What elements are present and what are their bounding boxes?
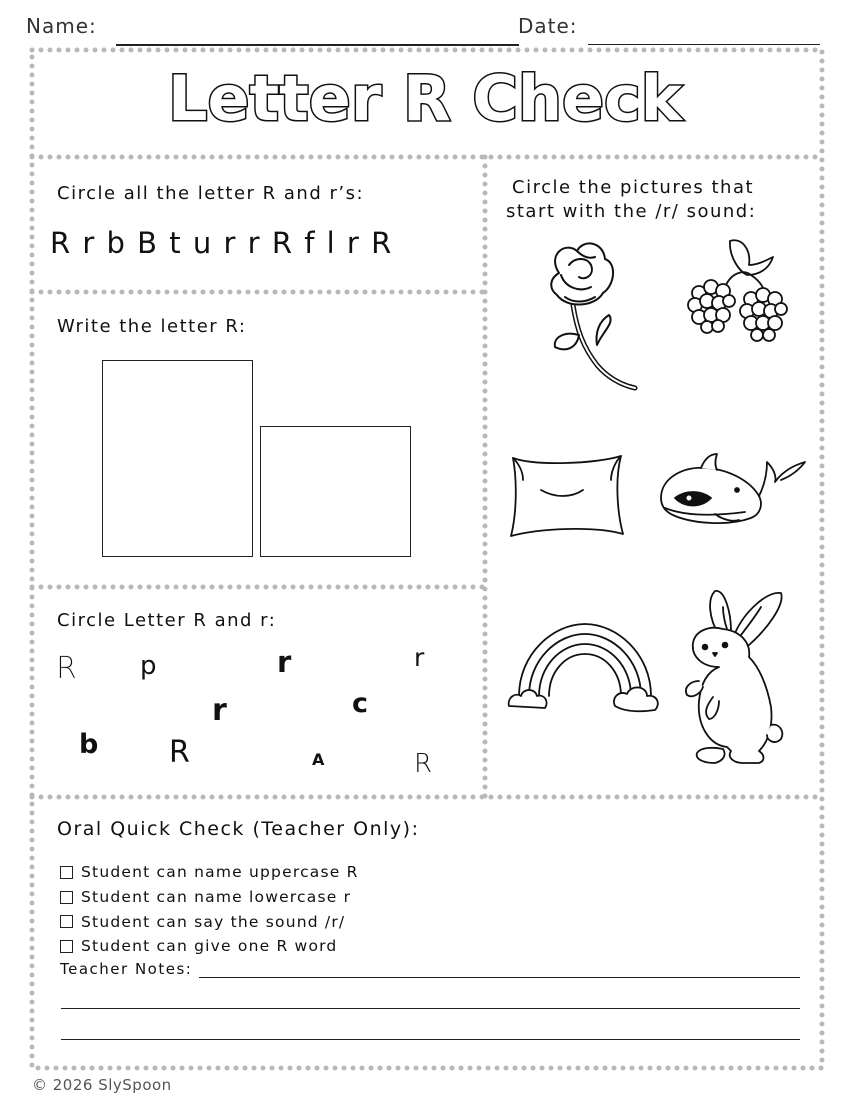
pictures-instruction-line-2: start with the /r/ sound: <box>506 201 757 222</box>
pictures-instruction-line-1: Circle the pictures that <box>512 177 755 198</box>
oral-check-title: Oral Quick Check (Teacher Only): <box>57 818 420 840</box>
checklist-item[interactable] <box>58 860 758 885</box>
checklist-item[interactable] <box>58 909 758 934</box>
scatter-letter[interactable]: R <box>56 651 77 686</box>
checklist-item-label: Student can give one R word <box>81 937 338 956</box>
teacher-notes-label: Teacher Notes: <box>60 960 193 978</box>
write-letter-instruction: Write the letter R: <box>57 316 247 337</box>
letter-item[interactable]: u <box>192 226 212 260</box>
letter-item[interactable]: l <box>326 226 335 260</box>
teacher-notes-line[interactable] <box>61 1008 800 1009</box>
checklist-item[interactable] <box>58 934 758 959</box>
rabbit-icon[interactable] <box>675 585 790 770</box>
scatter-instruction: Circle Letter R and r: <box>57 610 277 631</box>
checklist-item-label: Student can say the sound /r/ <box>81 912 346 931</box>
checkbox[interactable] <box>60 940 73 953</box>
oral-checklist <box>58 860 758 959</box>
letter-item[interactable]: r <box>223 226 236 260</box>
scatter-letter[interactable]: c <box>352 688 369 719</box>
scatter-letter[interactable]: b <box>79 729 99 760</box>
teacher-notes-line[interactable] <box>199 977 800 978</box>
letter-item[interactable]: R <box>371 226 392 260</box>
name-label: Name: <box>26 14 97 38</box>
scatter-letter[interactable]: R <box>414 749 433 779</box>
pillow-icon[interactable] <box>505 450 630 542</box>
letter-item[interactable]: t <box>169 226 181 260</box>
letter-item[interactable]: R <box>271 226 292 260</box>
letters-row <box>50 226 391 260</box>
letter-item[interactable]: f <box>304 226 315 260</box>
page-title: Letter R Check <box>167 62 683 135</box>
checklist-item-label: Student can name uppercase R <box>81 863 359 882</box>
scatter-letter[interactable]: p <box>140 651 157 681</box>
raspberry-icon[interactable] <box>685 235 790 353</box>
whale-icon[interactable] <box>655 432 807 527</box>
letter-item[interactable]: r <box>247 226 260 260</box>
date-label: Date: <box>518 14 578 38</box>
uppercase-writing-box[interactable] <box>102 360 253 557</box>
rose-icon[interactable] <box>525 235 645 395</box>
scatter-letter[interactable]: r <box>277 645 292 679</box>
scatter-letter[interactable]: r <box>414 643 425 672</box>
letter-item[interactable]: b <box>106 226 125 260</box>
circle-letters-instruction: Circle all the letter R and r’s: <box>57 183 365 204</box>
rainbow-icon[interactable] <box>505 618 665 718</box>
checkbox[interactable] <box>60 866 73 879</box>
lowercase-writing-box[interactable] <box>260 426 411 557</box>
teacher-notes-line[interactable] <box>61 1039 800 1040</box>
checkbox[interactable] <box>60 891 73 904</box>
letter-item[interactable]: B <box>137 226 158 260</box>
checklist-item[interactable] <box>58 885 758 910</box>
scatter-letter[interactable]: r <box>212 693 227 728</box>
letter-item[interactable]: R <box>50 226 71 260</box>
checklist-item-label: Student can name lowercase r <box>81 888 352 907</box>
scatter-letter[interactable]: A <box>312 750 325 769</box>
checkbox[interactable] <box>60 915 73 928</box>
letter-item[interactable]: r <box>82 226 95 260</box>
copyright-text: © 2026 SlySpoon <box>32 1076 172 1094</box>
scatter-letter[interactable]: R <box>169 735 190 770</box>
letter-item[interactable]: r <box>346 226 359 260</box>
